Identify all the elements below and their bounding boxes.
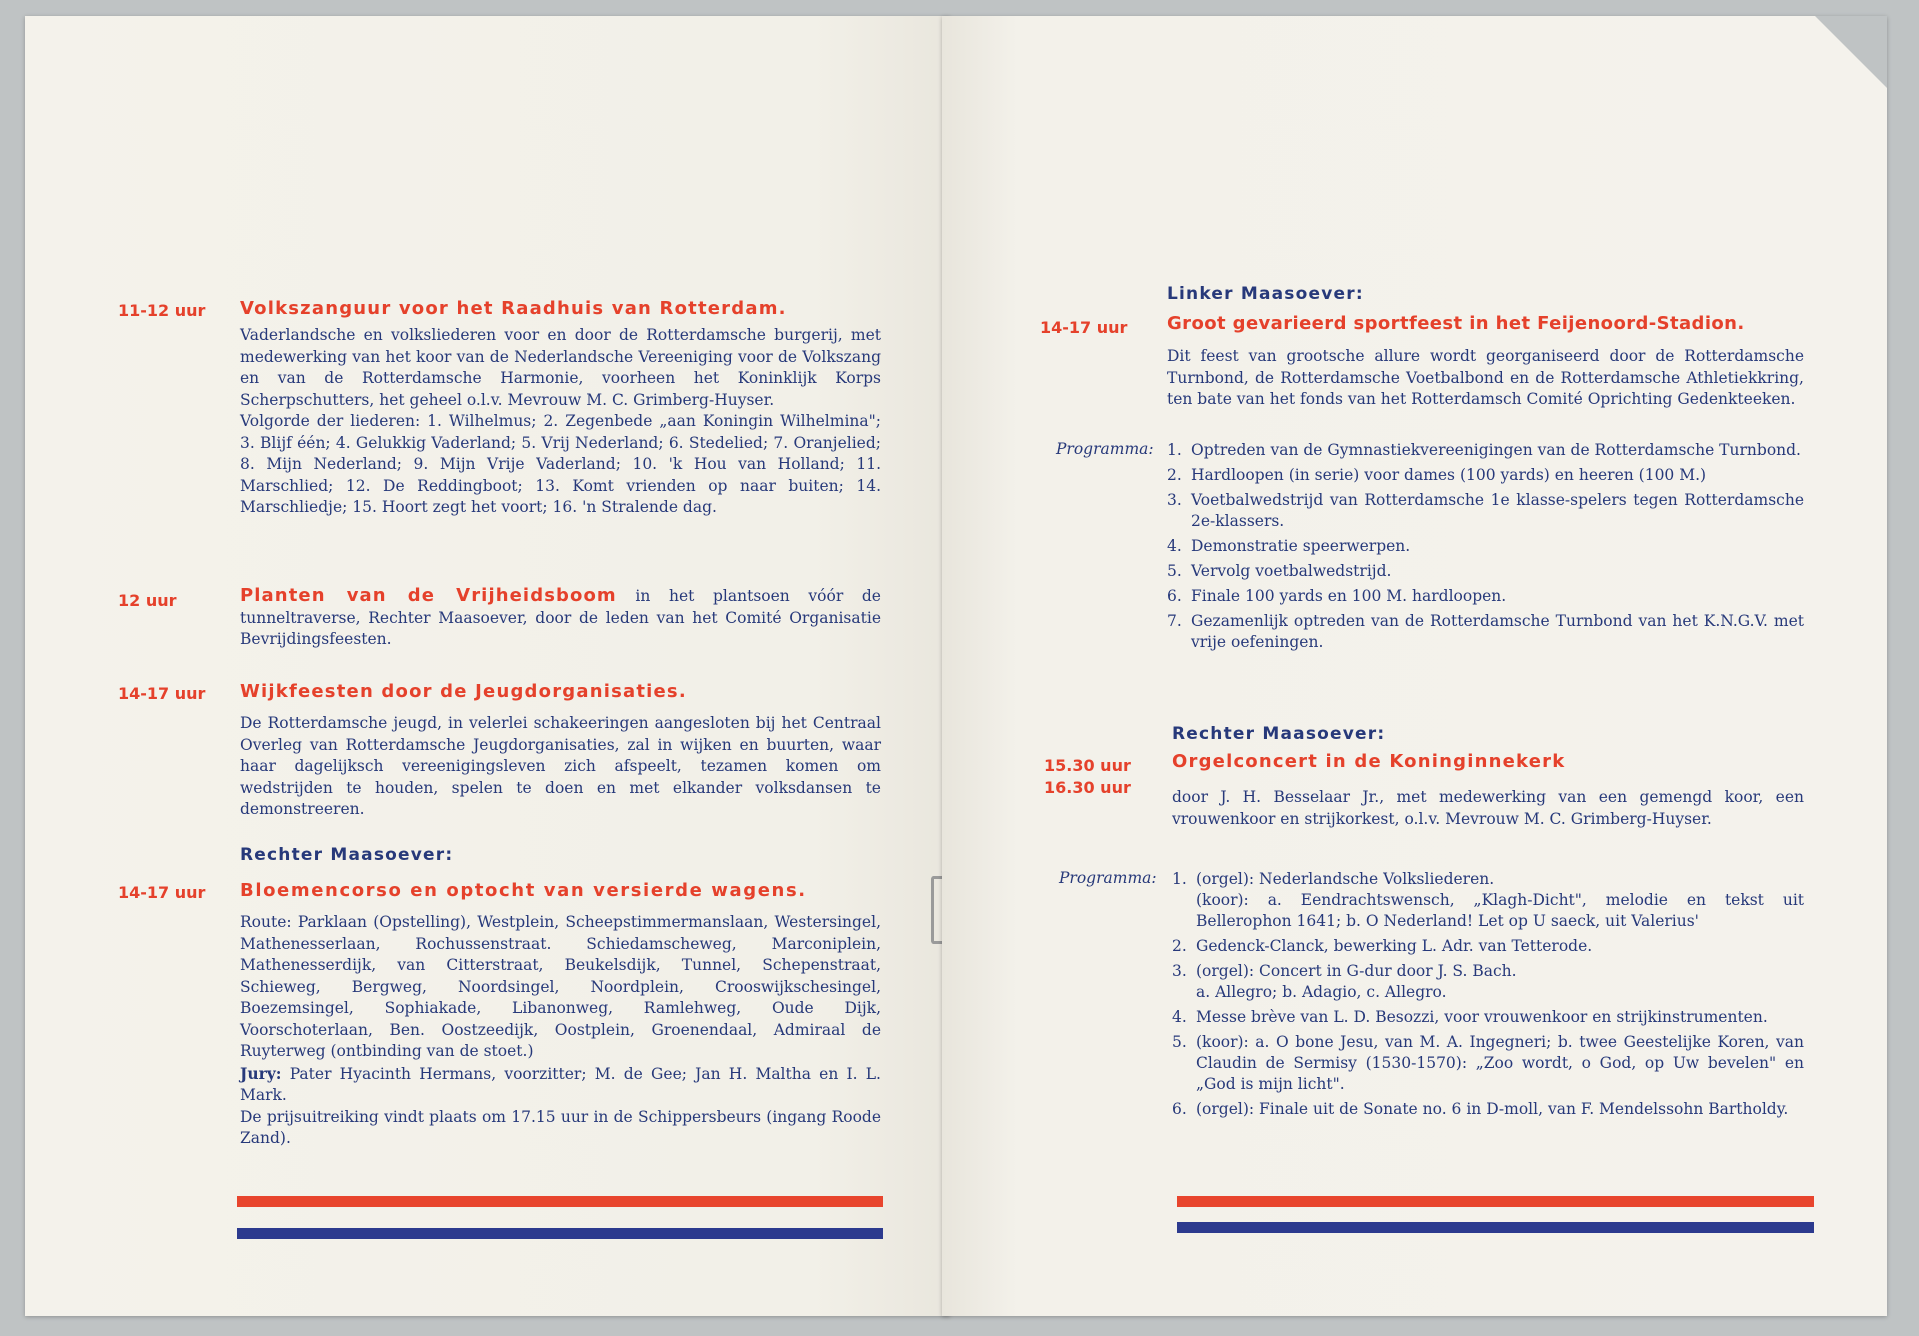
item-number: 7. xyxy=(1167,612,1182,630)
paragraph: Volgorde der liederen: 1. Wilhelmus; 2. Zegenbede „aan Koningin Wilhelmina"; 3. Blijf één; 4. Gelukkig Vaderland; 5. Vrij Nederland; 6. Stedelied; 7. Oranjelied; 8. Mijn Nederland; 9. Mijn Vrije Vaderland; 10. 'k Hou van Holland; 11. Marschlied; 12. De Reddingboot; 13. Komt vrienden op naar buiten; 14. Marschliedje; 15. Hoort zegt het voort; 16. 'n Stralende dag. xyxy=(240,412,881,516)
item-text: Vervolg voetbalwedstrijd. xyxy=(1191,562,1392,580)
item-subtext: a. Allegro; b. Adagio, c. Allegro. xyxy=(1196,983,1447,1001)
program-item xyxy=(1167,490,1804,532)
location-label: Linker Maasoever: xyxy=(1167,284,1364,304)
item-number: 2. xyxy=(1172,937,1187,955)
program-list xyxy=(1167,440,1804,653)
paragraph: Vaderlandsche en volksliederen voor en door de Rotterdamsche burgerij, met medewerking van het koor van de Nederlandsche Vereeniging voor de Volkszang en van de Rotterdamsche Harmonie, voorheen het Koninklijk Korps Scherpschutters, het geheel o.l.v. Mevrouw M. C. Grimberg-Huyser. xyxy=(240,326,881,409)
item-text: Messe brève van L. D. Besozzi, voor vrouwenkoor en strijkinstrumenten. xyxy=(1196,1008,1768,1026)
program-item xyxy=(1167,440,1804,461)
program-item xyxy=(1172,1007,1804,1028)
time-label: 11-12 uur xyxy=(118,301,206,320)
program-item xyxy=(1172,936,1804,957)
section-heading: Groot gevarieerd sportfeest in het Feijenoord-Stadion. xyxy=(1167,313,1745,334)
item-number: 3. xyxy=(1172,962,1187,980)
location-label: Rechter Maasoever: xyxy=(240,845,454,865)
program-label: Programma: xyxy=(1059,869,1157,887)
item-text: Hardloopen (in serie) voor dames (100 yards) en heeren (100 M.) xyxy=(1191,466,1707,484)
item-text: (koor): a. O bone Jesu, van M. A. Ingegneri; b. twee Geestelijke Koren, van Claudin de Sermisy (1530-1570): „Zoo wordt, o God, op Uw bevelen" en „God is mijn licht". xyxy=(1196,1033,1804,1093)
item-subtext: (koor): a. Eendrachtswensch, „Klagh-Dicht", melodie en tekst uit Bellerophon 1641; b. O Nederland! Let op U saeck, uit Valerius' xyxy=(1196,891,1804,930)
paragraph: De prijsuitreiking vindt plaats om 17.15 uur in de Schippersbeurs (ingang Roode Zand). xyxy=(240,1107,881,1147)
flag-stripe-red xyxy=(237,1196,883,1207)
section-body xyxy=(1172,787,1804,830)
program-item xyxy=(1167,465,1804,486)
folded-corner xyxy=(1815,16,1887,88)
item-text: (orgel): Concert in G-dur door J. S. Bach. xyxy=(1196,962,1517,980)
time-label: 15.30 uur xyxy=(1044,756,1131,775)
section-body xyxy=(240,713,881,821)
section-heading: Volkszanguur voor het Raadhuis van Rotterdam. xyxy=(240,298,787,319)
flag-stripe-red xyxy=(1177,1196,1814,1207)
item-number: 6. xyxy=(1172,1100,1187,1118)
section-heading: Wijkfeesten door de Jeugdorganisaties. xyxy=(240,681,687,702)
item-number: 5. xyxy=(1172,1033,1187,1051)
program-item xyxy=(1167,586,1804,607)
right-page xyxy=(942,16,1887,1316)
section-heading: Orgelconcert in de Koninginnekerk xyxy=(1172,751,1566,772)
item-number: 5. xyxy=(1167,562,1182,580)
time-label: 12 uur xyxy=(118,591,177,610)
section-body xyxy=(1167,346,1804,411)
item-text: Voetbalwedstrijd van Rotterdamsche 1e klasse-spelers tegen Rotterdamsche 2e-klassers. xyxy=(1191,491,1804,530)
program-item xyxy=(1172,1099,1804,1120)
section-body xyxy=(240,325,881,519)
time-label: 14-17 uur xyxy=(1040,318,1128,337)
flag-stripe-blue xyxy=(237,1228,883,1239)
flag-stripe-blue xyxy=(1177,1222,1814,1233)
item-text: Optreden van de Gymnastiekvereenigingen van de Rotterdamsche Turnbond. xyxy=(1191,441,1801,459)
program-item xyxy=(1167,611,1804,653)
item-text: (orgel): Finale uit de Sonate no. 6 in D-moll, van F. Mendelssohn Bartholdy. xyxy=(1196,1100,1789,1118)
item-number: 1. xyxy=(1172,870,1187,888)
item-text: Gezamenlijk optreden van de Rotterdamsche Turnbond van het K.N.G.V. met vrije oefeningen. xyxy=(1191,612,1804,651)
left-page xyxy=(25,16,950,1316)
item-text: (orgel): Nederlandsche Volksliederen. xyxy=(1196,870,1495,888)
program-item xyxy=(1167,561,1804,582)
paragraph: Dit feest van grootsche allure wordt georganiseerd door de Rotterdamsche Turnbond, de Rotterdamsche Voetbalbond en de Rotterdamsche Athletiekkring, ten bate van het fonds van het Rotterdamsch Comité Oprichting Gedenkteeken. xyxy=(1167,347,1804,408)
time-label: 14-17 uur xyxy=(118,883,206,902)
program-item xyxy=(1172,869,1804,932)
route-paragraph: Route: Parklaan (Opstelling), Westplein, Scheepstimmermanslaan, Westersingel, Mathenesserlaan, Rochussenstraat. Schiedamscheweg, Marconiplein, Mathenesserdijk, van Citterstraat, Beukelsdijk, Tunnel, Schepenstraat, Schieweg, Bergweg, Noordsingel, Noordplein, Crooswijkschesingel, Boezemsingel, Sophiakade, Libanonweg, Ramlehweg, Oude Dijk, Voorschoterlaan, Ben. Oostzeedijk, Oostplein, Groenendaal, Admiraal de Ruyterweg (ontbinding van de stoet.) xyxy=(240,913,881,1060)
item-text: Demonstratie speerwerpen. xyxy=(1191,537,1411,555)
time-label: 16.30 uur xyxy=(1044,778,1131,797)
location-label: Rechter Maasoever: xyxy=(1172,724,1386,744)
item-number: 2. xyxy=(1167,466,1182,484)
item-number: 6. xyxy=(1167,587,1182,605)
item-number: 4. xyxy=(1172,1008,1187,1026)
program-list xyxy=(1172,869,1804,1120)
section-heading: Bloemencorso en optocht van versierde wagens. xyxy=(240,880,807,901)
item-number: 3. xyxy=(1167,491,1182,509)
item-number: 4. xyxy=(1167,537,1182,555)
jury-text: Pater Hyacinth Hermans, voorzitter; M. de Gee; Jan H. Maltha en I. L. Mark. xyxy=(240,1064,881,1104)
program-item xyxy=(1167,536,1804,557)
item-text: Finale 100 yards en 100 M. hardloopen. xyxy=(1191,587,1507,605)
item-text: Gedenck-Clanck, bewerking L. Adr. van Tetterode. xyxy=(1196,937,1593,955)
program-label: Programma: xyxy=(1056,440,1154,458)
paragraph: in het plantsoen vóór de tunneltraverse, Rechter Maasoever, door de leden van het Comité Organisatie Bevrijdingsfeesten. xyxy=(240,587,881,648)
program-item xyxy=(1172,1032,1804,1095)
section-heading: Planten van de Vrijheidsboom xyxy=(240,585,617,606)
item-number: 1. xyxy=(1167,441,1182,459)
jury-label: Jury: xyxy=(240,1063,282,1083)
paragraph: door J. H. Besselaar Jr., met medewerking van een gemengd koor, een vrouwenkoor en strijkorkest, o.l.v. Mevrouw M. C. Grimberg-Huyser. xyxy=(1172,788,1804,828)
time-label: 14-17 uur xyxy=(118,684,206,703)
program-item xyxy=(1172,961,1804,1003)
jury-paragraph xyxy=(240,1063,881,1107)
section-body xyxy=(240,585,881,651)
section-body xyxy=(240,912,881,1150)
paragraph: De Rotterdamsche jeugd, in velerlei schakeeringen aangesloten bij het Centraal Overleg van Rotterdamsche Jeugdorganisaties, zal in wijken en buurten, waar haar dagelijksch vereenigingsleven zich afspeelt, tezamen komen om wedstrijden te houden, spelen te doen en met elkander volksdansen te demonstreeren. xyxy=(240,714,881,818)
